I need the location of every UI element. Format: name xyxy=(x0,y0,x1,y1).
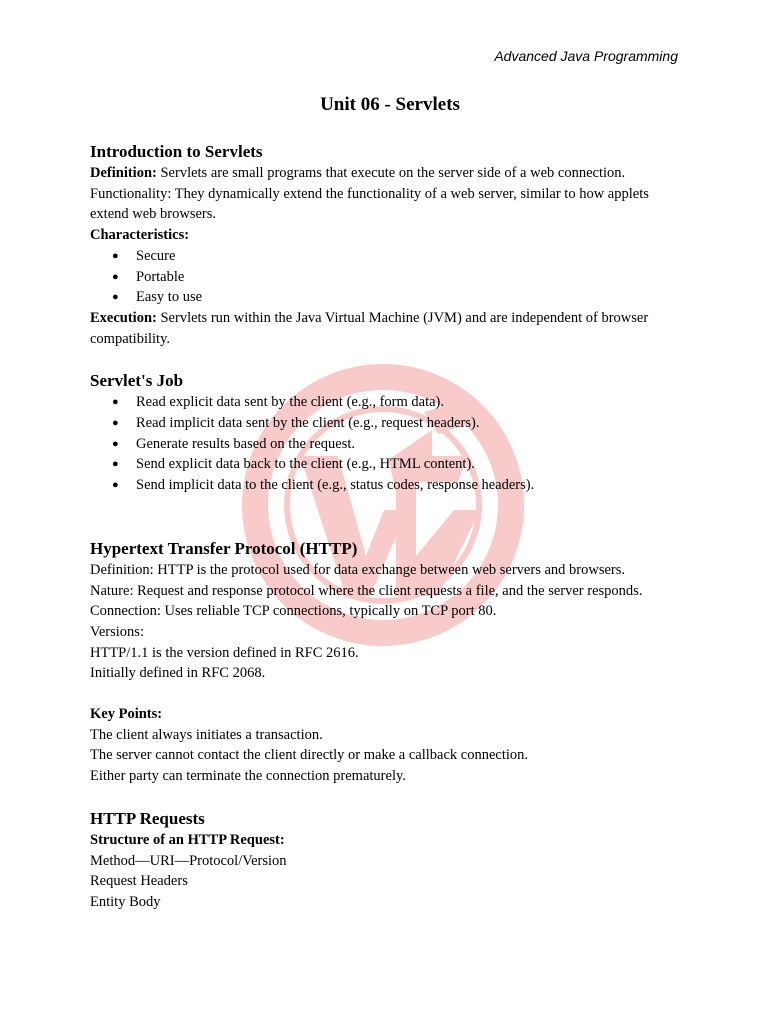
job-section xyxy=(90,370,690,496)
running-header: Advanced Java Programming xyxy=(494,48,678,64)
execution-label: Execution: xyxy=(90,309,157,326)
requests-heading: HTTP Requests xyxy=(90,808,205,828)
intro-section xyxy=(90,141,690,349)
job-heading: Servlet's Job xyxy=(90,371,184,391)
http-line: Connection: Uses reliable TCP connections, typically on TCP port 80. xyxy=(90,603,497,620)
key-point: The server cannot contact the client directly or make a callback connection. xyxy=(90,747,529,764)
intro-definition xyxy=(90,163,690,184)
list-item: ● Secure xyxy=(90,246,690,267)
http-line: Definition: HTTP is the protocol used for data exchange between web servers and browsers. xyxy=(90,561,625,578)
page-title: Unit 06 - Servlets xyxy=(320,94,460,115)
http-line: Nature: Request and response protocol where the client requests a file, and the server responds. xyxy=(90,582,643,599)
list-item: ● Send implicit data to the client (e.g., status codes, response headers). xyxy=(90,475,690,496)
list-item: ● Send explicit data back to the client (e.g., HTML content). xyxy=(90,454,690,475)
list-item: ● Portable xyxy=(90,267,690,288)
http-line: Initially defined in RFC 2068. xyxy=(90,665,266,682)
requests-section xyxy=(90,808,690,913)
job-list xyxy=(90,392,690,496)
execution-text: Servlets run within the Java Virtual Machine (JVM) and are independent of browser compatibility. xyxy=(90,309,649,347)
request-line: Request Headers xyxy=(90,873,188,890)
structure-label: Structure of an HTTP Request: xyxy=(90,831,285,848)
list-item: ● Generate results based on the request. xyxy=(90,434,690,455)
key-point: The client always initiates a transaction. xyxy=(90,726,323,743)
definition-text: Servlets are small programs that execute on the server side of a web connection. xyxy=(156,165,626,181)
request-line: Entity Body xyxy=(90,893,161,910)
request-line: Method—URI—Protocol/Version xyxy=(90,852,287,869)
document-body xyxy=(90,93,690,913)
intro-execution xyxy=(90,308,690,349)
key-point: Either party can terminate the connection prematurely. xyxy=(90,768,406,785)
key-points-label: Key Points: xyxy=(90,706,163,723)
http-line: HTTP/1.1 is the version defined in RFC 2616. xyxy=(90,644,359,661)
characteristics-label: Characteristics: xyxy=(90,227,190,244)
characteristics-list xyxy=(90,246,690,308)
intro-heading: Introduction to Servlets xyxy=(90,142,263,161)
http-heading: Hypertext Transfer Protocol (HTTP) xyxy=(90,538,358,558)
intro-functionality: Functionality: They dynamically extend the functionality of a web server, similar to how applets extend web browsers. xyxy=(90,185,649,223)
http-section xyxy=(90,538,690,787)
http-line: Versions: xyxy=(90,623,144,640)
list-item: ● Read explicit data sent by the client (e.g., form data). xyxy=(90,392,690,413)
list-item: ● Read implicit data sent by the client (e.g., request headers). xyxy=(90,413,690,434)
definition-label: Definition: xyxy=(90,165,157,181)
list-item: ● Easy to use xyxy=(90,287,690,308)
